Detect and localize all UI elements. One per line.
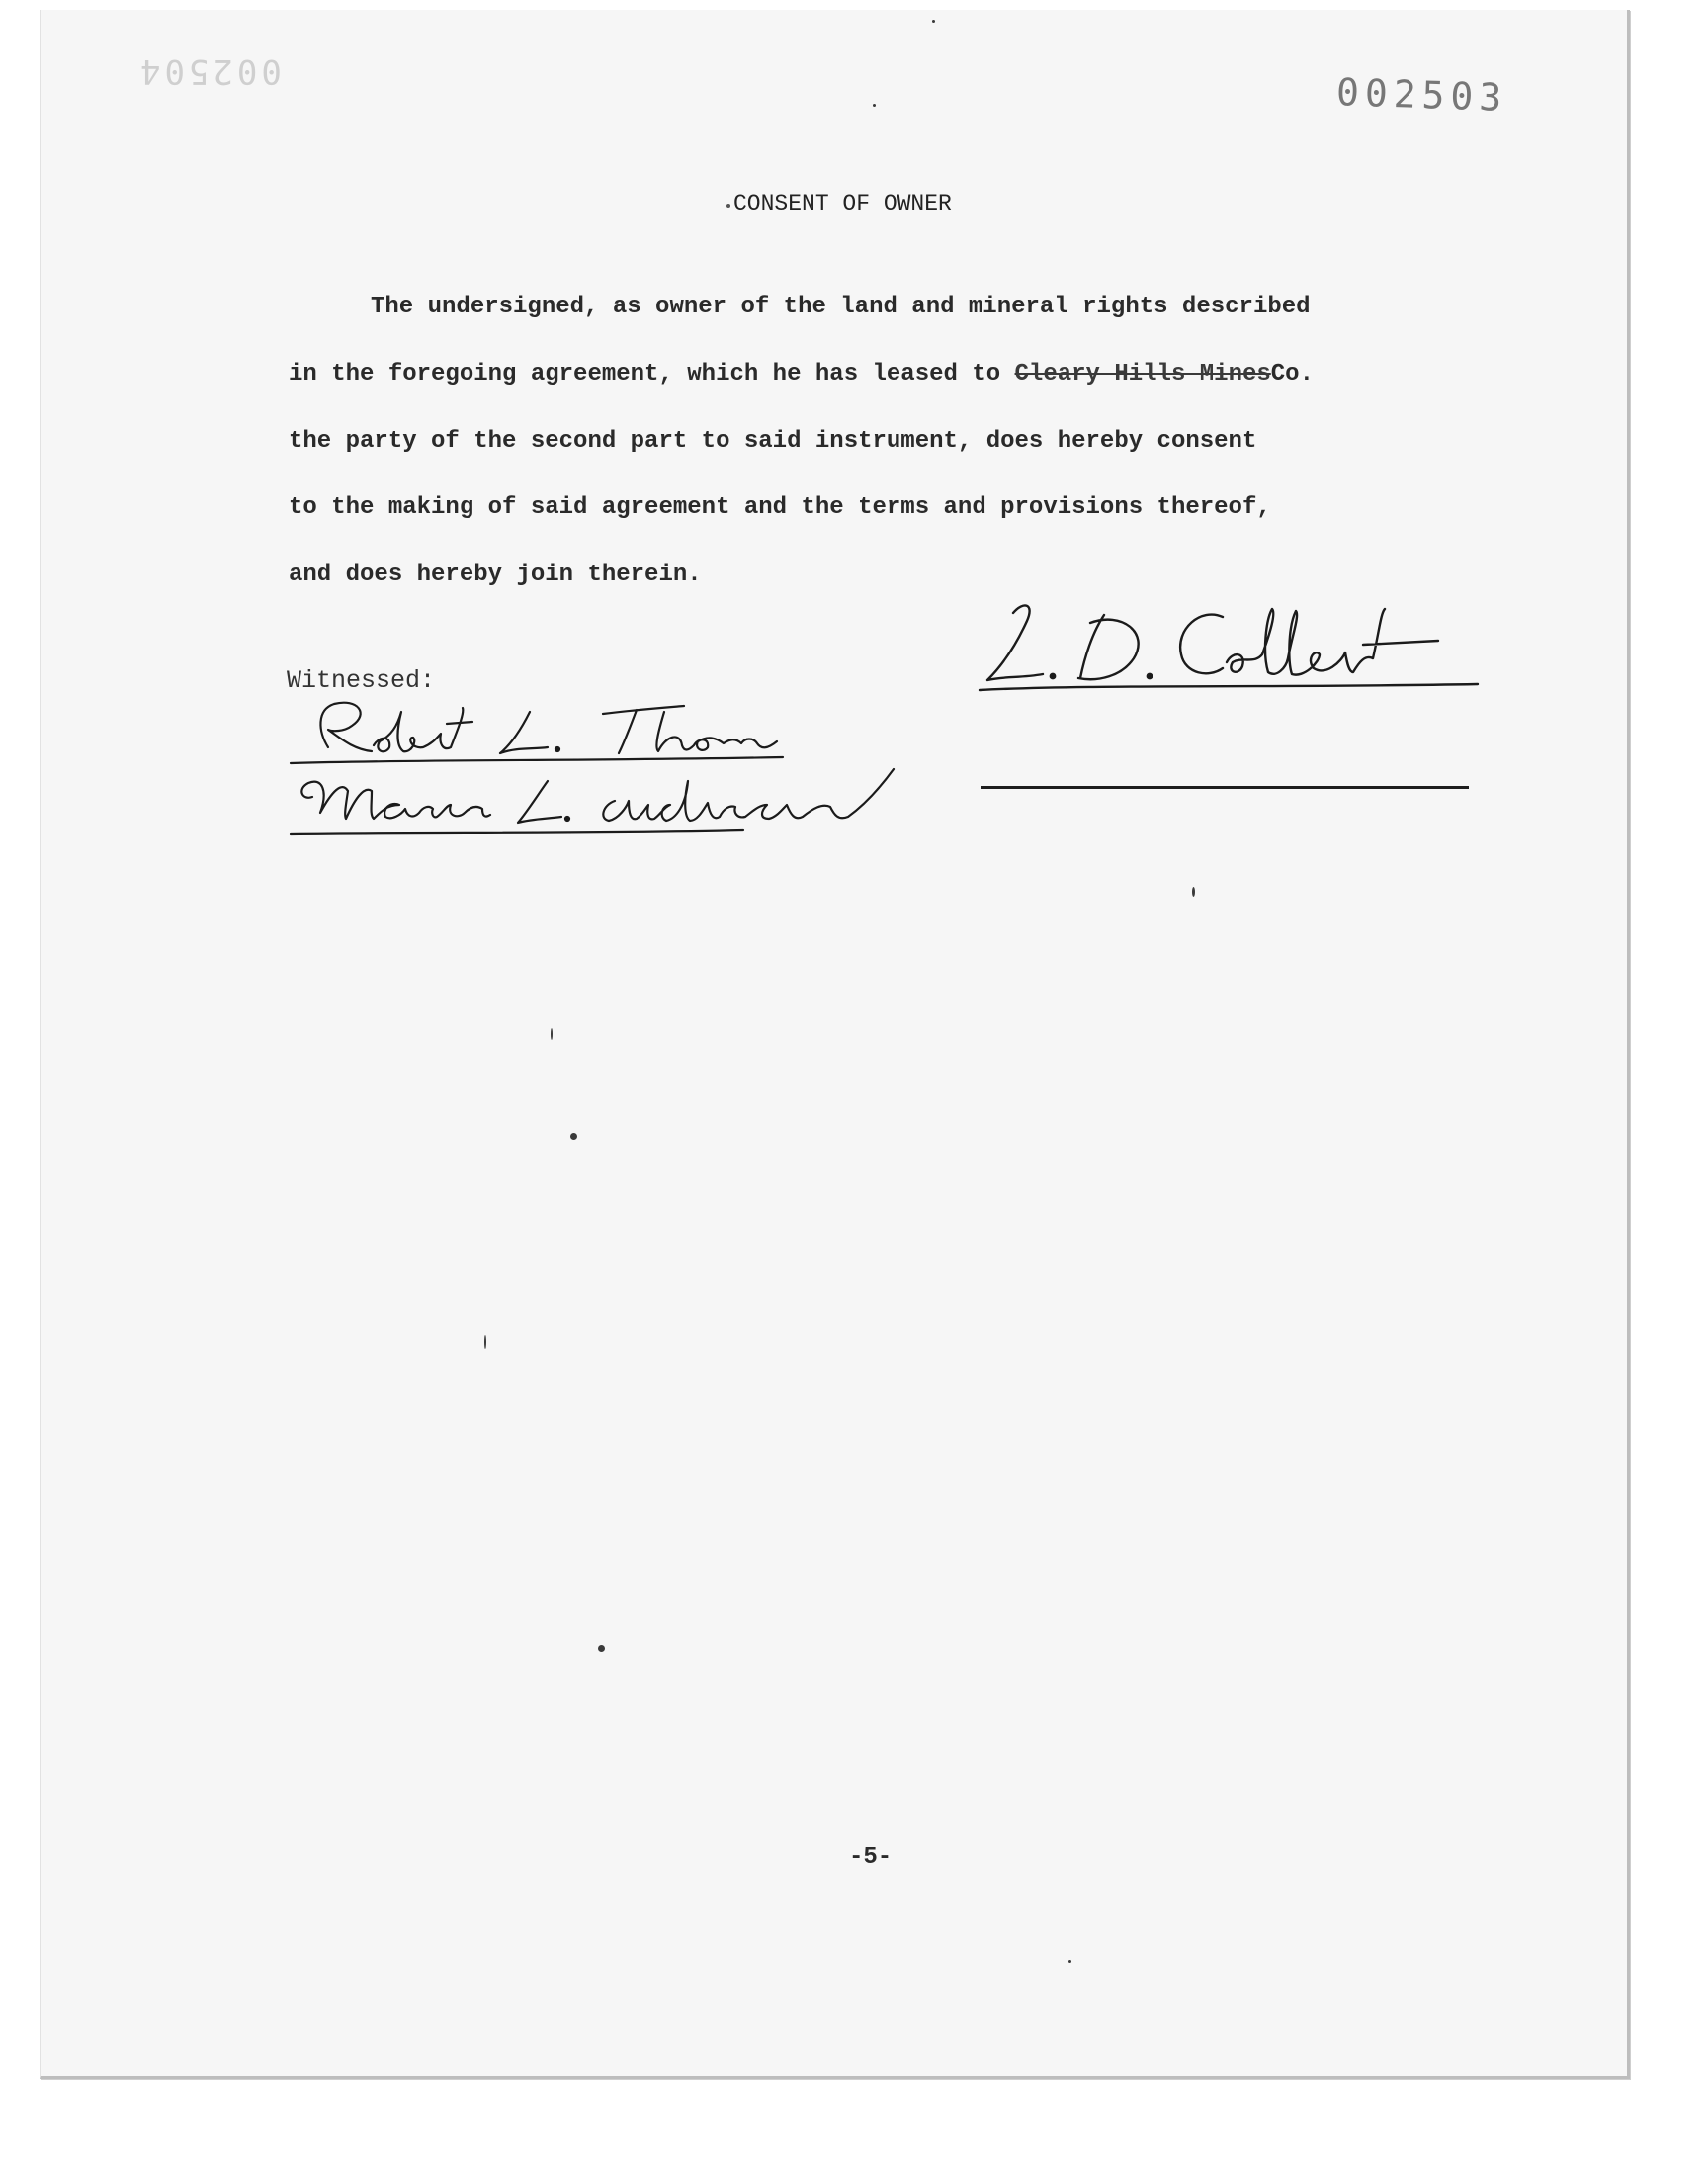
scan-speck xyxy=(570,1133,577,1140)
document-title: CONSENT OF OWNER xyxy=(733,191,952,217)
bleed-through-number: 002504 xyxy=(136,51,282,91)
page-number: -5- xyxy=(849,1844,893,1870)
owner-signature xyxy=(974,593,1488,702)
scan-speck xyxy=(1192,887,1195,897)
body-line-1: The undersigned, as owner of the land and mineral rights described xyxy=(371,294,1311,320)
body-line-3: the party of the second part to said instrument, does hereby consent xyxy=(289,428,1257,455)
body-line-5: and does hereby join therein. xyxy=(289,562,702,588)
body-line-2 xyxy=(289,361,1314,388)
witness-2-signature xyxy=(289,761,921,840)
body-line-4: to the making of said agreement and the terms and provisions thereof, xyxy=(289,494,1271,521)
witnessed-label: Witnessed: xyxy=(287,666,436,695)
scan-speck xyxy=(932,20,935,23)
scan-speck xyxy=(598,1645,605,1652)
struck-company-name: Cleary Hills Mines xyxy=(1014,361,1271,388)
title-dot xyxy=(726,204,730,208)
witness-1-signature xyxy=(289,692,803,771)
body-line-2-text: in the foregoing agreement, which he has leased to xyxy=(289,361,1001,388)
owner-signature-line xyxy=(981,786,1469,789)
document-stamp-number: 002503 xyxy=(1335,69,1508,121)
scan-speck xyxy=(484,1335,486,1348)
scan-speck xyxy=(873,104,876,107)
scan-speck xyxy=(1068,1960,1071,1963)
scan-speck xyxy=(551,1028,553,1040)
company-suffix: Co. xyxy=(1270,361,1314,388)
